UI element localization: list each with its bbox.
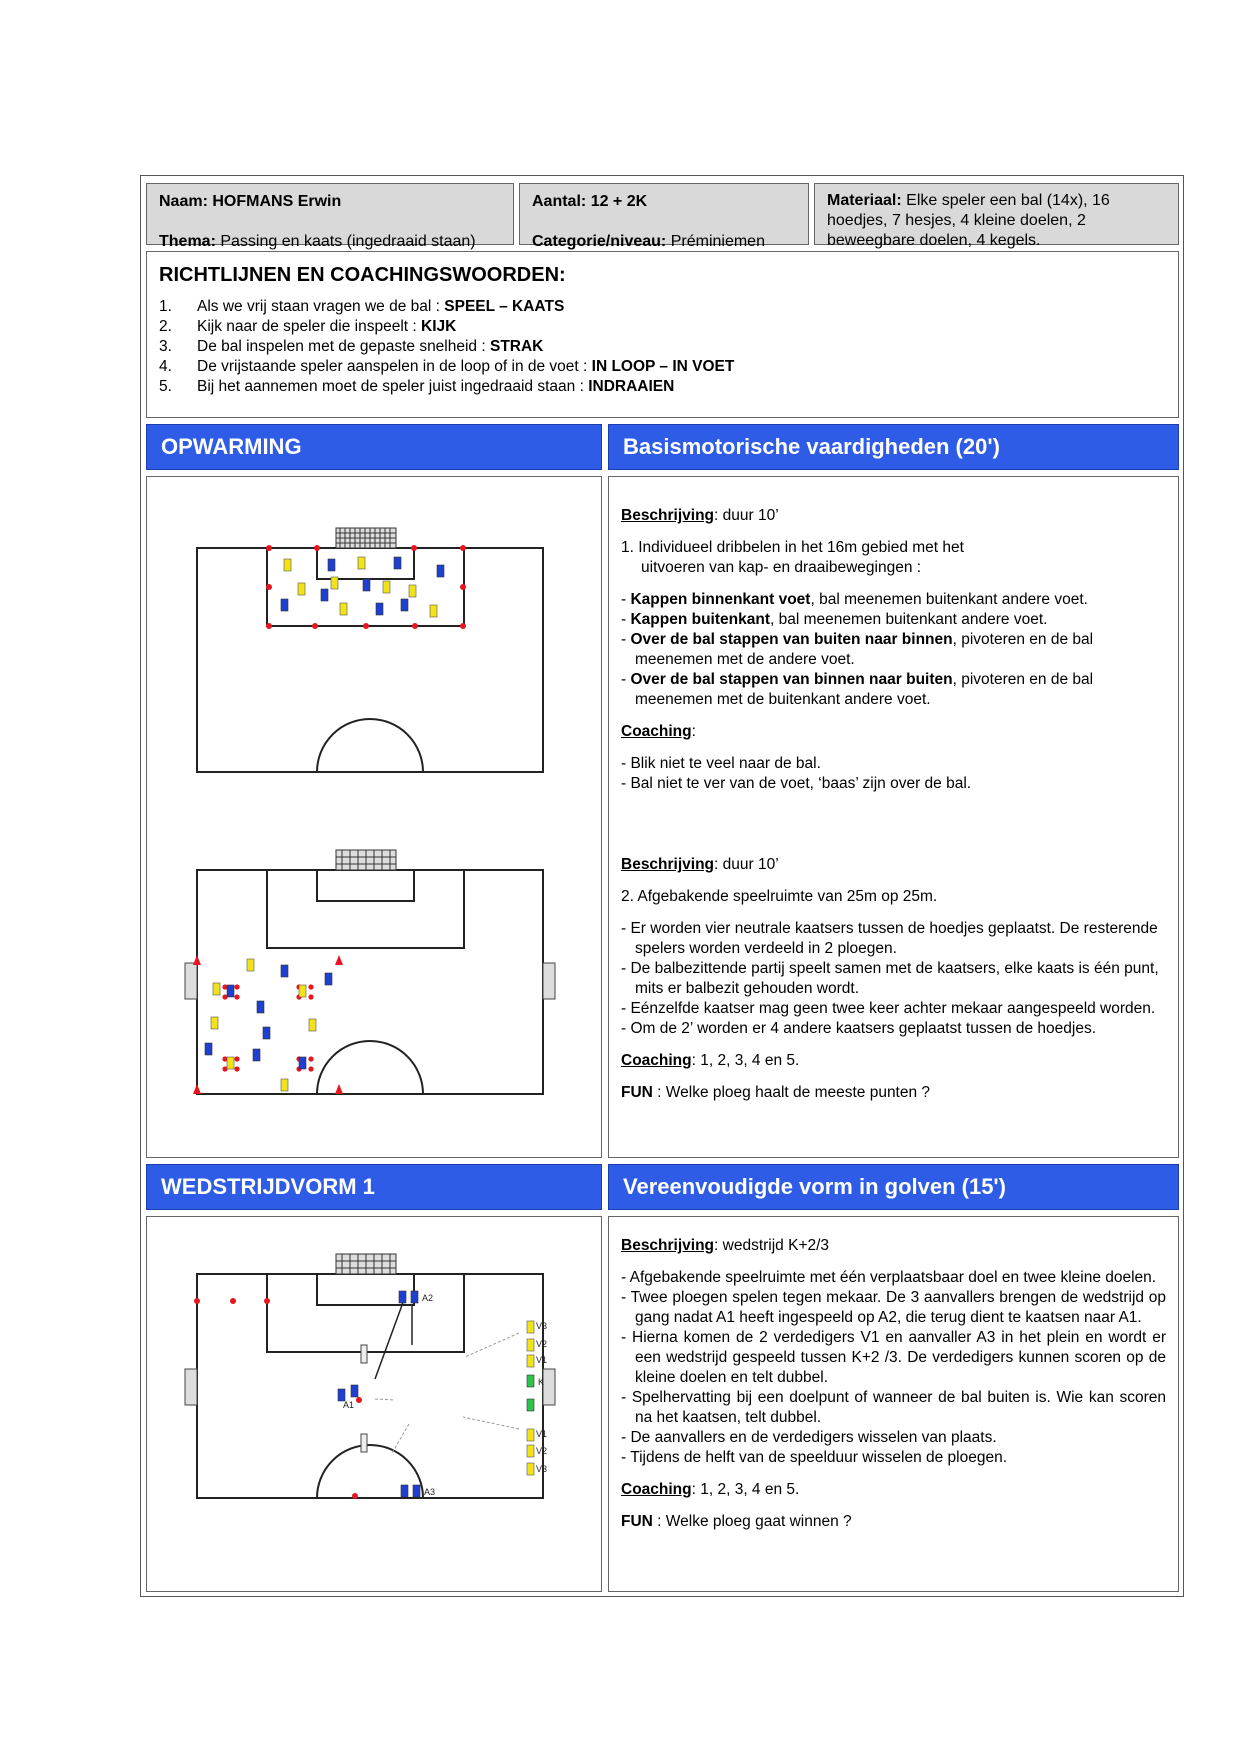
- label-a3: A3: [424, 1487, 436, 1497]
- categorie-value: Préminiemen: [670, 233, 765, 250]
- ex1-bullet-rest: , pivoteren en de bal meenemen met de andere voet.: [635, 631, 1094, 668]
- fun-label-1: FUN: [621, 1084, 653, 1101]
- keeper-green: [527, 1375, 534, 1387]
- header-materiaal: Materiaal: Elke speler een bal (14x), 16 hoedjes, 7 hesjes, 4 kleine doelen, 2 beweegbare doelen, 4 kegels.: [814, 183, 1179, 245]
- label-k: K: [538, 1377, 545, 1387]
- vereenvoudigde-header: Vereenvoudigde vorm in golven (15'): [608, 1164, 1179, 1210]
- richtlijn-keyword: INDRAAIEN: [588, 378, 675, 395]
- ex1-bullet: - Kappen binnenkant voet, bal meenemen buitenkant andere voet.: [621, 591, 1088, 608]
- opwarming-text: Beschrijving: duur 10’ 1. Individueel dribbelen in het 16m gebied met het uitvoeren van kap- en draaibewegingen : - Kappen binnenkant voet, bal meenemen buitenkant andere voet. - Kappen buitenkant, bal meenemen buitenkant andere voet. - Over de bal stappen van buiten naar binnen, pivoteren en de bal meenemen met de andere voet. - Over de bal stappen van binnen naar buiten, pivoteren en de bal meenemen met de buitenkant andere voet. Coaching: - Blik niet te veel naar de bal. - Bal niet te ver van de voet, ‘baas’ zijn over de bal. Beschrijving: duur 10’ 2. Afgebakende speelruimte van 25m op 25m. - Er worden vier neutrale kaatsers tussen de hoedjes geplaatst. De resterende spelers worden verdeeld in 2 ploegen. - De balbezittende partij speelt samen met de kaatsers, elke kaats is één punt, mits er balbezit gehouden wordt. - Eénzelfde kaatser mag geen twee keer achter mekaar aangespeeld worden. - Om de 2’ worden er 4 andere kaatsers geplaatst tussen de hoedjes. Coaching: 1, 2, 3, 4 en 5. FUN : Welke ploeg haalt de meeste punten ?: [608, 476, 1179, 1158]
- richtlijn-keyword: IN LOOP – IN VOET: [591, 358, 735, 375]
- players-blue: [205, 965, 332, 1069]
- ex1-coaching: [621, 754, 1166, 794]
- wedstrijdvorm-diagram-box: [146, 1216, 602, 1592]
- richtlijn-item: [159, 297, 1166, 317]
- small-goals: [185, 1369, 555, 1405]
- label-v2: V2: [536, 1339, 548, 1349]
- beschrijving-label-1: Beschrijving: [621, 507, 715, 524]
- penalty-area: [267, 870, 464, 948]
- label-v3: V3: [536, 1321, 548, 1331]
- label-v2-b: V2: [536, 1446, 548, 1456]
- richtlijn-item: [159, 377, 1166, 397]
- players-blue: [338, 1291, 420, 1497]
- ex1-coaching-item: - Blik niet te veel naar de bal.: [621, 755, 821, 772]
- beschrijving-label-3: Beschrijving: [621, 1237, 715, 1254]
- goal-net: [336, 528, 396, 548]
- richtlijn-keyword: STRAK: [489, 338, 544, 355]
- thema-value: Passing en kaats (ingedraaid staan): [220, 233, 476, 250]
- ex3-bullet: - Afgebakende speelruimte met één verplaatsbaar doel en twee kleine doelen.: [621, 1269, 1157, 1286]
- ex1-bullet: - Over de bal stappen van binnen naar buiten, pivoteren en de bal meenemen met de buitenkant andere voet.: [621, 671, 1094, 708]
- page-frame: [140, 175, 1184, 1597]
- ex1-intro-1: 1. Individueel dribbelen in het 16m gebied met het: [621, 539, 964, 556]
- richtlijn-num: 2.: [159, 318, 172, 335]
- ex1-bullet: - Kappen buitenkant, bal meenemen buitenkant andere voet.: [621, 611, 1048, 628]
- richtlijnen-title: RICHTLIJNEN EN COACHINGSWOORDEN:: [159, 264, 566, 286]
- arrows: [375, 1297, 412, 1379]
- label-a1: A1: [343, 1400, 355, 1410]
- pitch-outline: [197, 870, 543, 1094]
- beschrijving-label-2: Beschrijving: [621, 856, 715, 873]
- opwarming-header: OPWARMING: [146, 424, 602, 470]
- aantal-value: 12 + 2K: [590, 193, 648, 210]
- richtlijnen-box: [146, 251, 1179, 418]
- ex3-bullet: - De aanvallers en de verdedigers wisselen van plaats.: [621, 1429, 997, 1446]
- cones: [194, 1298, 362, 1499]
- ex3-bullets: [621, 1268, 1166, 1468]
- richtlijn-num: 1.: [159, 298, 172, 315]
- header-naam-thema: Naam: HOFMANS Erwin Thema: Passing en kaats (ingedraaid staan): [146, 183, 514, 245]
- center-circle-arc: [317, 719, 423, 772]
- ex1-coaching-item: - Bal niet te ver van de voet, ‘baas’ zijn over de bal.: [621, 775, 972, 792]
- ex3-bullet: - Spelhervatting bij een doelpunt of wanneer de bal buiten is. Wie kan scoren na het kaatsen, telt dubbel.: [621, 1389, 1166, 1426]
- fun-label-2: FUN: [621, 1513, 653, 1530]
- richtlijn-item: [159, 357, 1166, 377]
- ex1-bullets: [621, 590, 1166, 710]
- ex1-bullet-bold: Over de bal stappen van buiten naar binnen: [630, 631, 953, 648]
- ex2-bullet: - Er worden vier neutrale kaatsers tussen de hoedjes geplaatst. De resterende spelers worden verdeeld in 2 ploegen.: [621, 920, 1158, 957]
- richtlijn-text: Als we vrij staan vragen we de bal :: [197, 298, 445, 315]
- materiaal-value: Elke speler een bal (14x), 16 hoedjes, 7 hesjes, 4 kleine doelen, 2 beweegbare doelen, 4 kegels.: [827, 192, 1110, 249]
- richtlijn-text: Kijk naar de speler die inspeelt :: [197, 318, 422, 335]
- ex1-bullet: - Over de bal stappen van buiten naar binnen, pivoteren en de bal meenemen met de andere voet.: [621, 631, 1094, 668]
- richtlijn-text: De vrijstaande speler aanspelen in de loop of in de voet :: [197, 358, 592, 375]
- ex1-bullet-bold: Kappen binnenkant voet: [630, 591, 811, 608]
- richtlijn-item: [159, 317, 1166, 337]
- goal-area: [317, 870, 414, 901]
- penalty-area: [267, 1274, 464, 1352]
- richtlijn-keyword: KIJK: [421, 318, 457, 335]
- header-aantal-categorie: Aantal: 12 + 2K Categorie/niveau: Préminiemen: [519, 183, 809, 245]
- ex1-bullet-bold: Kappen buitenkant: [630, 611, 770, 628]
- small-goals: [185, 963, 555, 999]
- goal-net: [336, 850, 396, 870]
- ex1-bullet-rest: , pivoteren en de bal meenemen met de buitenkant andere voet.: [635, 671, 1094, 708]
- coaching-label-1: Coaching: [621, 723, 692, 740]
- richtlijn-keyword: SPEEL – KAATS: [444, 298, 565, 315]
- richtlijn-num: 5.: [159, 378, 172, 395]
- ex1-bullet-rest: , bal meenemen buitenkant andere voet.: [769, 611, 1048, 628]
- naam-value: HOFMANS Erwin: [212, 193, 342, 210]
- diagram-kaatsers: [147, 847, 603, 1147]
- richtlijnen-list: [159, 297, 1166, 397]
- label-v1-b: V1: [536, 1429, 548, 1439]
- ex3-bullet: - Tijdens de helft van de speelduur wisselen de ploegen.: [621, 1449, 1008, 1466]
- richtlijn-num: 4.: [159, 358, 172, 375]
- richtlijn-num: 3.: [159, 338, 172, 355]
- movable-goals: [361, 1345, 367, 1452]
- diagram-wedstrijd: [147, 1229, 603, 1589]
- goal-net: [336, 1254, 396, 1274]
- diagram-dribbling: [147, 507, 603, 827]
- richtlijn-text: De bal inspelen met de gepaste snelheid :: [197, 338, 490, 355]
- ex1-bullet-bold: Over de bal stappen van binnen naar buiten: [630, 671, 953, 688]
- pitch-outline: [197, 1274, 543, 1498]
- wedstrijdvorm-text: Beschrijving: wedstrijd K+2/3 - Afgebakende speelruimte met één verplaatsbaar doel en twee kleine doelen. - Twee ploegen spelen tegen mekaar. De 3 aanvallers brengen de wedstrijd op gang nadat A1 heeft ingespeeld op A2, die terug dient te kaatsen naar A1. - Hierna komen de 2 verdedigers V1 en aanvaller A3 in het plein en wordt er een wedstrijd gespeeld tussen K+2 /3. De verdedigers kunnen scoren op de kleine doelen en telt dubbel. - Spelhervatting bij een doelpunt of wanneer de bal buiten is. Wie kan scoren na het kaatsen, telt dubbel. - De aanvallers en de verdedigers wisselen van plaats. - Tijdens de helft van de speelduur wisselen de ploegen. Coaching: 1, 2, 3, 4 en 5. FUN : Welke ploeg gaat winnen ?: [608, 1216, 1179, 1592]
- coaching-label-2: Coaching: [621, 1052, 692, 1069]
- center-circle-arc: [317, 1041, 423, 1094]
- ex1-intro-2: uitvoeren van kap- en draaibewegingen :: [641, 559, 922, 576]
- opwarming-diagrams: [146, 476, 602, 1158]
- ex2-bullet: - De balbezittende partij speelt samen met de kaatsers, elke kaats is één punt, mits er balbezit gehouden wordt.: [621, 960, 1159, 997]
- keeper-green-2: [527, 1399, 534, 1411]
- richtlijn-item: [159, 337, 1166, 357]
- basismotorische-header: Basismotorische vaardigheden (20'): [608, 424, 1179, 470]
- label-v1: V1: [536, 1355, 548, 1365]
- label-v3-b: V3: [536, 1464, 548, 1474]
- ex1-bullet-rest: , bal meenemen buitenkant andere voet.: [810, 591, 1088, 608]
- players-yellow: [527, 1321, 534, 1475]
- label-a2: A2: [422, 1293, 434, 1303]
- wedstrijdvorm-header: WEDSTRIJDVORM 1: [146, 1164, 602, 1210]
- ex2-intro: 2. Afgebakende speelruimte van 25m op 25m.: [621, 888, 938, 905]
- ex2-bullets: [621, 919, 1166, 1039]
- richtlijn-text: Bij het aannemen moet de speler juist ingedraaid staan :: [197, 378, 589, 395]
- coaching-label-3: Coaching: [621, 1481, 692, 1498]
- ex3-bullet: - Hierna komen de 2 verdedigers V1 en aanvaller A3 in het plein en wordt er een wedstrijd gespeeld tussen K+2 /3. De verdedigers kunnen scoren op de kleine doelen en telt dubbel.: [621, 1329, 1166, 1386]
- ex2-bullet: - Eénzelfde kaatser mag geen twee keer achter mekaar aangespeeld worden.: [621, 1000, 1156, 1017]
- ex2-bullet: - Om de 2’ worden er 4 andere kaatsers geplaatst tussen de hoedjes.: [621, 1020, 1097, 1037]
- ex3-bullet: - Twee ploegen spelen tegen mekaar. De 3 aanvallers brengen de wedstrijd op gang nadat A1 heeft ingespeeld op A2, die terug dient te kaatsen naar A1.: [621, 1289, 1166, 1326]
